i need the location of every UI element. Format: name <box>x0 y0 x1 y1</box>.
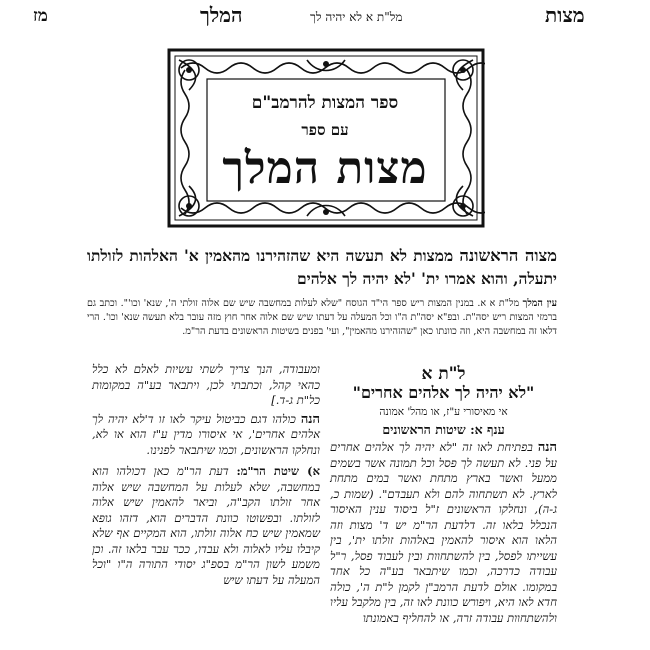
mitzvah-lead: מצוה הראשונה <box>459 246 557 265</box>
title-line-2: עם ספר <box>301 121 349 139</box>
left-column-text <box>92 362 320 588</box>
right-column-text <box>330 440 557 626</box>
left-column-p2: דעת הר"מ כאן דכולהו הוא במחשבה, שלא לעלות על המחשבה שיש אלוה אחר זולתו הקב"ה, וביאר להאמין שיש אלוה לזולתו. ובפשוטו כוונת הדברים הוא, דזהו גופא שמאמין שיש כח אלוה זולתו, הוא המקיים אף שלא קיבלו עליו לאלוה ולא עבדו, ככר עבר בלאו זה. וכן משמע לשון הר"מ בספ"ג יסודי התורה ה"ו "וכל המעלה על דעתו שיש <box>92 464 320 587</box>
rambam-section-label: א) שיטת הר"מ: <box>236 464 320 478</box>
mitzvah-statement <box>87 244 557 290</box>
left-column-paragraph-2 <box>92 464 320 588</box>
note-lead: עין המלך <box>522 298 557 309</box>
left-column-p0: ומעבודה, הנך צריך לשתי עשיות לאלם לא כלל כהאי קהל, וכתבתי לכן, ויתבאר בע"ה במקומות כל"ת ג-ד.] <box>92 362 320 407</box>
verse-subheading: אי מאיסורי ע"ז, או מהל' אמונה <box>379 406 508 418</box>
lav-number: ל"ת א <box>421 364 466 384</box>
left-column-lead: הנה <box>300 411 320 427</box>
left-column-p1: כולהו דגם כביטול עיקר לאו זו ד'לא יהיה לך אלהים אחרים', אי איסורו מדין ע"ז הוא או לא, ונחלקו הראשונים, וכמו שיתבאר לפנינו. <box>92 411 320 457</box>
right-column-lead: הנה <box>537 440 557 455</box>
header-book-title: המלך <box>200 3 243 27</box>
title-line-1: ספר המצות להרמב"ם <box>251 93 399 113</box>
mitzvah-text: ממצות לא תעשה היא שהזהירנו מהאמין א' האלהות לזולתו יתעלה, והוא אמרו ית' 'לא יהיה לך אלהים <box>87 246 557 288</box>
header-running-title: מצות <box>545 3 585 27</box>
left-column-paragraph <box>92 412 320 459</box>
verse-heading: "לא יהיה לך אלהים אחרים" <box>352 383 535 402</box>
title-main: מצות המלך <box>222 143 428 194</box>
right-column-p1: בפתיחת לאו זה "לא יהיה לך אלהים אחרים על פני. לא תעשה לך פסל וכל תמונה אשר בשמים ממעל ואשר בארץ מתחת ואשר במים מתחת לארץ. לא תשתחוה להם ולא תעבדם". <box>330 440 557 501</box>
header-section-label: מל"ת א לא יהיה לך <box>310 10 403 24</box>
right-column-p2: (שמות כ, ג-ה), ונחלקו הראשונים ז"ל ביסוד ענין האיסור הנכלל בלאו זה. דלדעת הר"מ יש ד' מצות וזה הלאו הוא איסור להאמין באלהות זולתו ית', בין עשייתו לפסל, בין להשתחוות ובין לעבוד פסל, ר"ל עבודה כדרכה, וכמו שיתבאר בע"ה כל אחד במקומו. אולם לדעת הרמב"ן לקמן ל"ת ה', כולה חדא לאו היא, ויפורש כוונת לאו זה, בין מלקבל עליו ולהשתחוות עבודה זרה, או להחליף באמונתו <box>330 486 557 625</box>
ein-hamelech-note <box>87 297 557 339</box>
page-number: מז <box>33 6 48 26</box>
note-text: מל"ת א א. במנין המצות ריש ספר הי"ד הגוסח "שלא לעלות במחשבה שיש שם אלוה זולתי ה', שנא' וכו'". וכתב גם ברמזי המצות ריש יסה"ת. ובפ"א יסה"ת ה"ו וכל המעלה על דעתו שיש שם אלוה אחר חוץ מזה עובר בלא תעשה שנא' וכו'. הרי דלאו זה במחשבה היא, וזה כוונתו כאן "שהזהירנו מהאמין", ועי' בפנים בשיטות הראשונים בדעת הר"מ. <box>87 298 557 337</box>
section-heading: ענף א: שיטות הראשונים <box>382 422 505 437</box>
